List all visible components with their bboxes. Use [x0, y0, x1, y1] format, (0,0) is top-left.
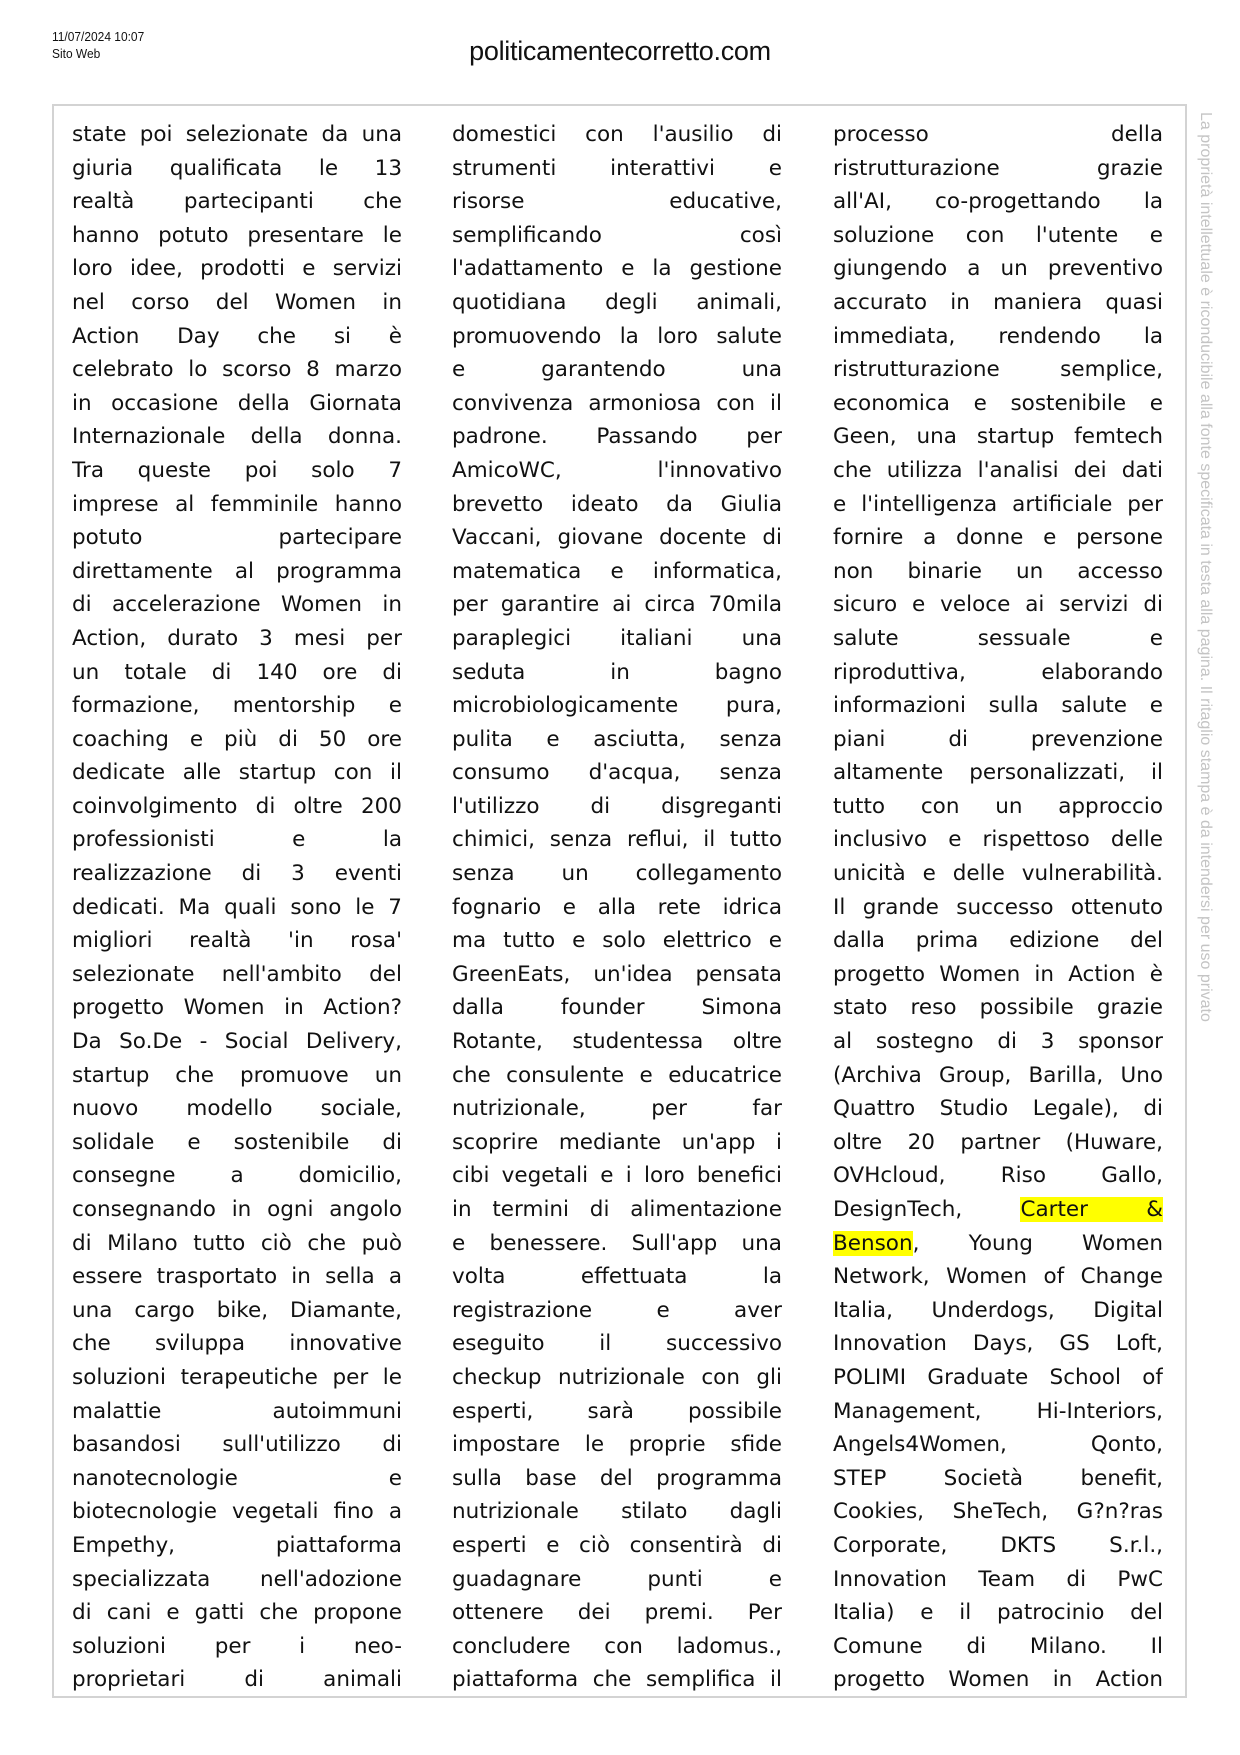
article-line: Quattro Studio Legale), di — [833, 1096, 1163, 1122]
article-line: processo della — [833, 122, 1163, 147]
highlighted-term: Carter & — [1020, 1197, 1163, 1222]
article-line: e benessere. Sull'app una — [452, 1230, 782, 1256]
article-line: dalla prima edizione del — [833, 928, 1163, 954]
article-line: selezionate nell'ambito del — [72, 961, 402, 987]
article-line: Il grande successo ottenuto — [833, 894, 1163, 920]
article-line: malattie autoimmuni — [72, 1398, 402, 1424]
article-line: GreenEats, un'idea pensata — [452, 961, 782, 987]
article-line: Empethy, piattaforma — [72, 1532, 402, 1558]
article-line: di Milano tutto ciò che può — [72, 1230, 402, 1256]
article-line: che sviluppa innovative — [72, 1331, 402, 1357]
clip-source-type: Sito Web — [52, 46, 101, 61]
article-line: nanotecnologie e — [72, 1465, 402, 1491]
article-line: informazioni sulla salute e — [833, 693, 1163, 719]
article-line: hanno potuto presentare le — [72, 222, 402, 248]
article-line: di cani e gatti che propone — [72, 1600, 402, 1626]
article-line: proprietari di animali — [72, 1667, 402, 1693]
article-line: brevetto ideato da Giulia — [452, 491, 782, 517]
article-line: giungendo a un preventivo — [833, 256, 1163, 282]
article-line: soluzione con l'utente e — [833, 222, 1163, 248]
article-line: seduta in bagno — [452, 659, 782, 685]
article-line: progetto Women in Action? — [72, 995, 402, 1021]
article-line: Internazionale della donna. — [72, 424, 402, 450]
article-line: OVHcloud, Riso Gallo, — [833, 1163, 1163, 1189]
article-line: scoprire mediante un'app i — [452, 1129, 782, 1155]
article-line: soluzioni terapeutiche per le — [72, 1364, 402, 1390]
article-line: Innovation Team di PwC — [833, 1566, 1163, 1592]
article-line: solidale e sostenibile di — [72, 1129, 402, 1155]
article-line: checkup nutrizionale con gli — [452, 1364, 782, 1390]
article-line: guadagnare punti e — [452, 1566, 782, 1592]
article-line: STEP Società benefit, — [833, 1465, 1163, 1491]
article-line: immediata, rendendo la — [833, 323, 1163, 349]
article-line: oltre 20 partner (Huware, — [833, 1129, 1163, 1155]
article-line: l'adattamento e la gestione — [452, 256, 782, 282]
article-line: che utilizza l'analisi dei dati — [833, 457, 1163, 483]
article-line: professionisti e la — [72, 827, 402, 853]
article-line: ristrutturazione grazie — [833, 155, 1163, 181]
article-line: economica e sostenibile e — [833, 390, 1163, 416]
article-column-3 — [833, 118, 1163, 1697]
article-line: direttamente al programma — [72, 558, 402, 584]
article-line: dalla founder Simona — [452, 995, 782, 1021]
article-line: che consulente e educatrice — [452, 1062, 782, 1088]
article-line: fornire a donne e persone — [833, 525, 1163, 551]
article-line: piani di prevenzione — [833, 726, 1163, 752]
article-line: Tra queste poi solo 7 — [72, 457, 402, 483]
clip-datetime: 11/07/2024 10:07 — [52, 29, 145, 44]
article-line: POLIMI Graduate School of — [833, 1364, 1163, 1390]
article-line: loro idee, prodotti e servizi — [72, 256, 402, 282]
article-line: realizzazione di 3 eventi — [72, 861, 402, 887]
article-line: nuovo modello sociale, — [72, 1096, 402, 1122]
article-line: in occasione della Giornata — [72, 390, 402, 416]
article-line: senza un collegamento — [452, 861, 782, 887]
article-line: unicità e delle vulnerabilità. — [833, 861, 1163, 887]
article-line: Italia) e il patrocinio del — [833, 1600, 1163, 1626]
article-line: coaching e più di 50 ore — [72, 726, 402, 752]
article-line: impostare le proprie sfide — [452, 1432, 782, 1458]
article-line: paraplegici italiani una — [452, 625, 782, 651]
article-line: sicuro e veloce ai servizi di — [833, 592, 1163, 618]
article-line: una cargo bike, Diamante, — [72, 1297, 402, 1323]
article-line: e l'intelligenza artificiale per — [833, 491, 1163, 517]
article-line: eseguito il successivo — [452, 1331, 782, 1357]
article-line: sulla base del programma — [452, 1465, 782, 1491]
article-line: nel corso del Women in — [72, 289, 402, 315]
article-line: altamente personalizzati, il — [833, 760, 1163, 786]
article-line: esperti, sarà possibile — [452, 1398, 782, 1424]
article-line: domestici con l'ausilio di — [452, 122, 782, 147]
article-line: salute sessuale e — [833, 625, 1163, 651]
article-line: piattaforma che semplifica il — [452, 1667, 782, 1693]
article-line: consegne a domicilio, — [72, 1163, 402, 1189]
article-line: volta effettuata la — [452, 1264, 782, 1290]
article-line: l'utilizzo di disgreganti — [452, 793, 782, 819]
article-line: migliori realtà 'in rosa' — [72, 928, 402, 954]
article-line: realtà partecipanti che — [72, 189, 402, 215]
article-line: riproduttiva, elaborando — [833, 659, 1163, 685]
article-line: concludere con ladomus., — [452, 1633, 782, 1659]
article-line: ristrutturazione semplice, — [833, 357, 1163, 383]
article-line: al sostegno di 3 sponsor — [833, 1029, 1163, 1055]
article-line: promuovendo la loro salute — [452, 323, 782, 349]
article-line: progetto Women in Action è — [833, 961, 1163, 987]
source-site-title: politicamentecorretto.com — [469, 36, 771, 66]
article-line: specializzata nell'adozione — [72, 1566, 402, 1592]
article-line: Italia, Underdogs, Digital — [833, 1297, 1163, 1323]
article-line: basandosi sull'utilizzo di — [72, 1432, 402, 1458]
article-line: AmicoWC, l'innovativo — [452, 457, 782, 483]
article-line: formazione, mentorship e — [72, 693, 402, 719]
article-line: Angels4Women, Qonto, — [833, 1432, 1163, 1458]
article-column-1 — [72, 118, 402, 1697]
article-line: un totale di 140 ore di — [72, 659, 402, 685]
article-line: Cookies, SheTech, G?n?ras — [833, 1499, 1163, 1525]
article-line: Action Day che si è — [72, 323, 402, 349]
article-line: (Archiva Group, Barilla, Uno — [833, 1062, 1163, 1088]
article-line: Comune di Milano. Il — [833, 1633, 1163, 1659]
article-line: startup che promuove un — [72, 1062, 402, 1088]
highlighted-term: Benson — [833, 1230, 913, 1256]
article-line: DesignTech, Carter & — [833, 1197, 1163, 1222]
article-line: ottenere dei premi. Per — [452, 1600, 782, 1626]
article-line: Innovation Days, GS Loft, — [833, 1331, 1163, 1357]
article-line: esperti e ciò consentirà di — [452, 1532, 782, 1558]
article-line: microbiologicamente pura, — [452, 693, 782, 719]
article-line: semplificando così — [452, 222, 782, 248]
article-line: chimici, senza reflui, il tutto — [452, 827, 782, 853]
article-line: registrazione e aver — [452, 1297, 782, 1323]
article-line: dedicati. Ma quali sono le 7 — [72, 894, 402, 920]
article-line: all'AI, co-progettando la — [833, 189, 1163, 215]
article-line: Geen, una startup femtech — [833, 424, 1163, 450]
article-line: Corporate, DKTS S.r.l., — [833, 1532, 1163, 1558]
article-column-2 — [452, 118, 782, 1697]
article-line: essere trasportato in sella a — [72, 1264, 402, 1290]
article-line: di accelerazione Women in — [72, 592, 402, 618]
article-line: pulita e asciutta, senza — [452, 726, 782, 752]
article-line: tutto con un approccio — [833, 793, 1163, 819]
article-line: cibi vegetali e i loro benefici — [452, 1163, 782, 1189]
article-line: Da So.De - Social Delivery, — [72, 1029, 402, 1055]
article-line: consegnando in ogni angolo — [72, 1197, 402, 1222]
article-line: convivenza armoniosa con il — [452, 390, 782, 416]
article-line: Network, Women of Change — [833, 1264, 1163, 1290]
article-line: nutrizionale, per far — [452, 1096, 782, 1122]
article-line: coinvolgimento di oltre 200 — [72, 793, 402, 819]
article-line: soluzioni per i neo- — [72, 1633, 402, 1659]
article-line: consumo d'acqua, senza — [452, 760, 782, 786]
article-line: state poi selezionate da una — [72, 122, 402, 147]
article-line: ma tutto e solo elettrico e — [452, 928, 782, 954]
article-line: Benson, Young Women — [833, 1230, 1163, 1256]
article-line: nutrizionale stilato dagli — [452, 1499, 782, 1525]
article-line: progetto Women in Action — [833, 1667, 1163, 1693]
article-line: inclusivo e rispettoso delle — [833, 827, 1163, 853]
article-line: in termini di alimentazione — [452, 1197, 782, 1222]
article-line: fognario e alla rete idrica — [452, 894, 782, 920]
article-line: Rotante, studentessa oltre — [452, 1029, 782, 1055]
article-line: Action, durato 3 mesi per — [72, 625, 402, 651]
article-line: risorse educative, — [452, 189, 782, 215]
copyright-watermark: La proprietà intellettuale è riconducibile alla fonte specificata in testa alla pagina. Il ritaglio stampa è da intendersi per uso privato — [1197, 112, 1214, 1022]
article-line: imprese al femminile hanno — [72, 491, 402, 517]
article-line: non binarie un accesso — [833, 558, 1163, 584]
article-line: padrone. Passando per — [452, 424, 782, 450]
article-line: Management, Hi-Interiors, — [833, 1398, 1163, 1424]
article-line: e garantendo una — [452, 357, 782, 383]
article-line: biotecnologie vegetali fino a — [72, 1499, 402, 1525]
article-line: accurato in maniera quasi — [833, 289, 1163, 315]
article-line: stato reso possibile grazie — [833, 995, 1163, 1021]
article-line: per garantire ai circa 70mila — [452, 592, 782, 618]
article-line: matematica e informatica, — [452, 558, 782, 584]
article-line: giuria qualificata le 13 — [72, 155, 402, 181]
article-line: celebrato lo scorso 8 marzo — [72, 357, 402, 383]
article-line: potuto partecipare — [72, 525, 402, 551]
article-line: quotidiana degli animali, — [452, 289, 782, 315]
article-line: dedicate alle startup con il — [72, 760, 402, 786]
article-line: Vaccani, giovane docente di — [452, 525, 782, 551]
article-line: strumenti interattivi e — [452, 155, 782, 181]
